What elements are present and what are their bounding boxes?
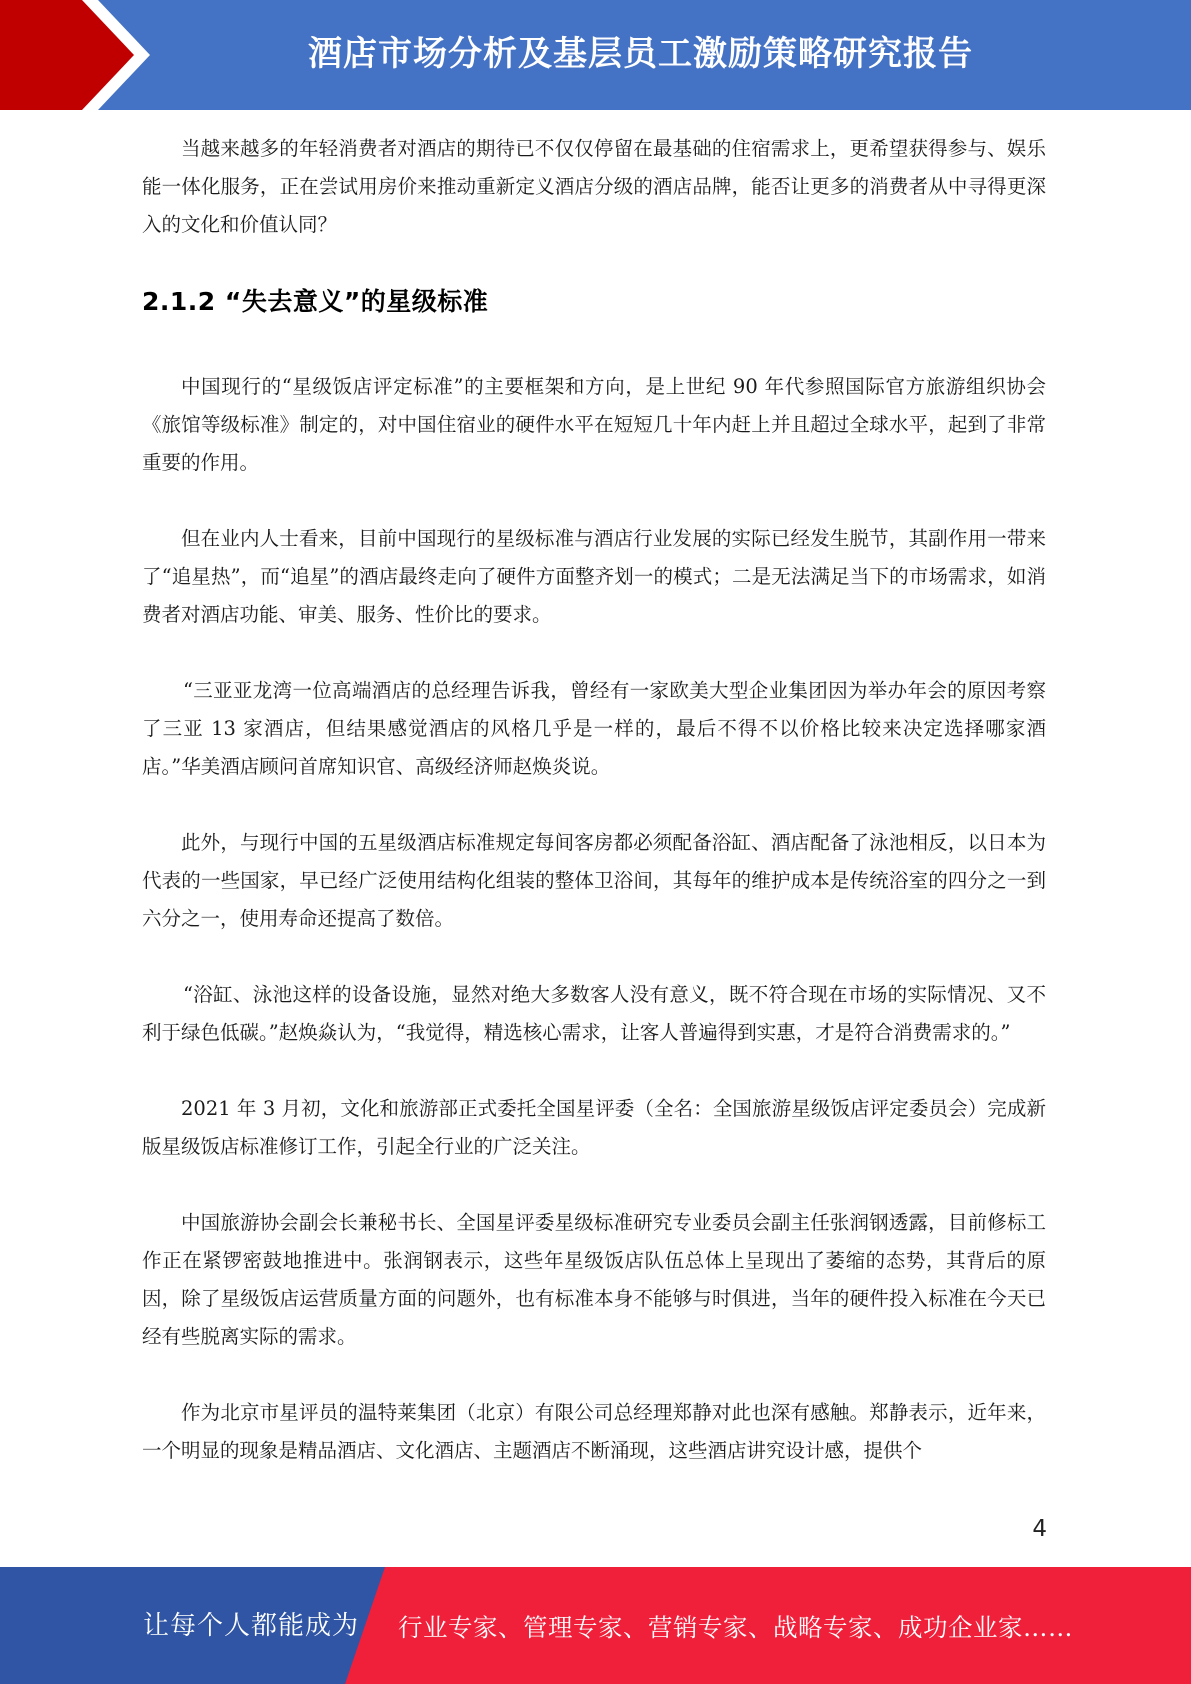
body-paragraph: “三亚亚龙湾一位高端酒店的总经理告诉我，曾经有一家欧美大型企业集团因为举办年会的原因考察了三亚 13 家酒店，但结果感觉酒店的风格几乎是一样的，最后不得不以价格比较来决定选择哪家酒店。”华美酒店顾问首席知识官、高级经济师赵焕炎说。 <box>142 679 1046 778</box>
report-title: 酒店市场分析及基层员工激励策略研究报告 <box>308 34 973 74</box>
body-paragraph: 中国旅游协会副会长兼秘书长、全国星评委星级标准研究专业委员会副主任张润钢透露，目前修标工作正在紧锣密鼓地推进中。张润钢表示，这些年星级饭店队伍总体上呈现出了萎缩的态势，其背后的原因，除了星级饭店运营质量方面的问题外，也有标准本身不能够与时俱进，当年的硬件投入标准在今天已经有些脱离实际的需求。 <box>142 1211 1046 1348</box>
intro-paragraph: 当越来越多的年轻消费者对酒店的期待已不仅仅停留在最基础的住宿需求上，更希望获得参与、娱乐能一体化服务，正在尝试用房价来推动重新定义酒店分级的酒店品牌，能否让更多的消费者从中寻得更深入的文化和价值认同？ <box>142 137 1046 236</box>
footer-slogan-right: 行业专家、管理专家、营销专家、战略专家、成功企业家…… <box>398 1613 1073 1642</box>
body-paragraph: 作为北京市星评员的温特莱集团（北京）有限公司总经理郑静对此也深有感触。郑静表示，近年来，一个明显的现象是精品酒店、文化酒店、主题酒店不断涌现，这些酒店讲究设计感，提供个 <box>142 1401 1046 1462</box>
footer-banner <box>0 1567 1191 1684</box>
page-content <box>142 130 1046 1470</box>
body-paragraph: “浴缸、泳池这样的设备设施，显然对绝大多数客人没有意义，既不符合现在市场的实际情况、又不利于绿色低碳。”赵焕焱认为，“我觉得，精选核心需求，让客人普遍得到实惠，才是符合消费需求的。” <box>142 983 1046 1044</box>
header-banner <box>0 0 1191 110</box>
footer-slogan-left: 让每个人都能成为 <box>143 1611 360 1641</box>
page-number: 4 <box>1032 1516 1047 1542</box>
body-paragraph: 此外，与现行中国的五星级酒店标准规定每间客房都必须配备浴缸、酒店配备了泳池相反，以日本为代表的一些国家，早已经广泛使用结构化组装的整体卫浴间，其每年的维护成本是传统浴室的四分之一到六分之一，使用寿命还提高了数倍。 <box>142 831 1046 930</box>
body-paragraph: 2021 年 3 月初，文化和旅游部正式委托全国星评委（全名：全国旅游星级饭店评定委员会）完成新版星级饭店标准修订工作，引起全行业的广泛关注。 <box>142 1097 1046 1158</box>
body-paragraph: 但在业内人士看来，目前中国现行的星级标准与酒店行业发展的实际已经发生脱节，其副作用一带来了“追星热”，而“追星”的酒店最终走向了硬件方面整齐划一的模式；二是无法满足当下的市场需求，如消费者对酒店功能、审美、服务、性价比的要求。 <box>142 527 1046 626</box>
header-arrow-decoration <box>0 0 170 110</box>
section-heading: 2.1.2 “失去意义”的星级标准 <box>142 287 489 316</box>
body-paragraph: 中国现行的“星级饭店评定标准”的主要框架和方向，是上世纪 90 年代参照国际官方旅游组织协会《旅馆等级标准》制定的，对中国住宿业的硬件水平在短短几十年内赶上并且超过全球水平，起到了非常重要的作用。 <box>142 375 1046 474</box>
